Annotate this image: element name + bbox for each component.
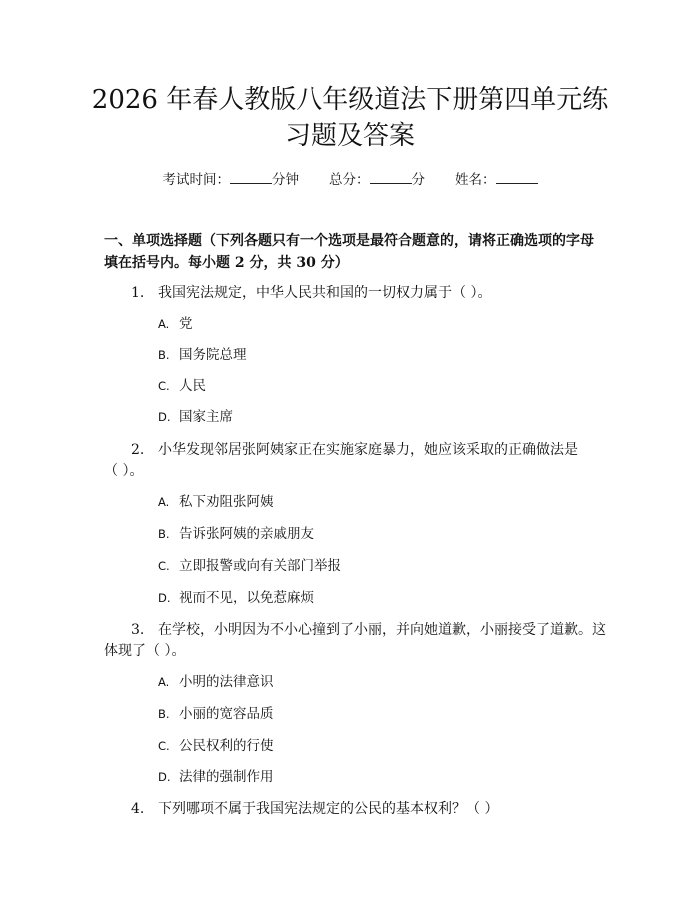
- option-text: 法律的强制作用: [179, 769, 274, 785]
- total-score-label: 总分：: [329, 172, 370, 188]
- question-1-stem: [131, 283, 491, 303]
- student-name-blank[interactable]: [496, 170, 538, 184]
- option-letter: D.: [158, 770, 171, 784]
- question-1-option-a[interactable]: [158, 314, 193, 334]
- question-2-option-c[interactable]: [158, 556, 341, 576]
- question-3-stem: [131, 620, 606, 640]
- question-text: 我国宪法规定，中华人民共和国的一切权力属于（ ）。: [158, 285, 492, 301]
- option-letter: C.: [158, 559, 170, 573]
- option-letter: A.: [158, 317, 170, 331]
- option-text: 人民: [179, 378, 206, 394]
- question-3-stem-continued: 体现了（ ）。: [104, 643, 186, 659]
- option-letter: A.: [158, 495, 170, 509]
- question-4-stem: [131, 799, 498, 819]
- section-heading-line-2: 填在括号内。每小题 2 分，共 30 分）: [104, 255, 349, 271]
- option-letter: A.: [158, 675, 170, 689]
- option-letter: B.: [158, 348, 170, 362]
- question-text: 小华发现邻居张阿姨家正在实施家庭暴力，她应该采取的正确做法是: [158, 442, 578, 458]
- option-letter: B.: [158, 527, 170, 541]
- question-1-option-b[interactable]: [158, 345, 247, 365]
- question-3-option-a[interactable]: [158, 672, 274, 692]
- question-2-option-d[interactable]: [158, 588, 314, 608]
- question-text: 在学校，小明因为不小心撞到了小丽，并向她道歉，小丽接受了道歉。这: [158, 622, 606, 638]
- section-heading-line-1: 一、单项选择题（下列各题只有一个选项是最符合题意的，请将正确选项的字母: [104, 233, 594, 249]
- question-2-option-b[interactable]: [158, 524, 314, 544]
- option-text: 小丽的宽容品质: [179, 706, 274, 722]
- exam-time-blank[interactable]: [230, 170, 272, 184]
- option-text: 小明的法律意识: [179, 674, 274, 690]
- question-number: 2.: [131, 442, 145, 458]
- option-letter: D.: [158, 591, 171, 605]
- question-3-option-c[interactable]: [158, 736, 274, 756]
- option-text: 国家主席: [179, 409, 233, 425]
- question-number: 4.: [131, 801, 145, 817]
- option-text: 立即报警或向有关部门举报: [179, 558, 341, 574]
- exam-info: [0, 170, 700, 189]
- option-text: 党: [179, 316, 193, 332]
- option-text: 告诉张阿姨的亲戚朋友: [179, 526, 314, 542]
- student-name-label: 姓名：: [455, 172, 496, 188]
- question-number: 3.: [131, 622, 145, 638]
- option-text: 视而不见，以免惹麻烦: [179, 590, 314, 606]
- page-title-line-1: 2026 年春人教版八年级道法下册第四单元练: [91, 85, 609, 115]
- option-letter: C.: [158, 739, 170, 753]
- question-text: 下列哪项不属于我国宪法规定的公民的基本权利？（ ）: [158, 801, 499, 817]
- question-1-option-d[interactable]: [158, 407, 233, 427]
- option-text: 私下劝阻张阿姨: [179, 494, 274, 510]
- question-1-option-c[interactable]: [158, 376, 206, 396]
- question-2-stem-continued: （ ）。: [104, 463, 144, 479]
- total-score-blank[interactable]: [370, 170, 412, 184]
- exam-time-label: 考试时间：: [162, 172, 230, 188]
- question-3-option-b[interactable]: [158, 704, 274, 724]
- total-score-unit: 分: [411, 172, 425, 188]
- option-letter: D.: [158, 410, 171, 424]
- option-text: 公民权利的行使: [179, 738, 274, 754]
- page-title-line-2: 习题及答案: [284, 121, 415, 151]
- question-number: 1.: [131, 285, 145, 301]
- option-text: 国务院总理: [179, 347, 247, 363]
- question-2-stem: [131, 440, 578, 460]
- option-letter: C.: [158, 379, 170, 393]
- option-letter: B.: [158, 707, 170, 721]
- exam-time-unit: 分钟: [271, 172, 299, 188]
- question-3-option-d[interactable]: [158, 767, 274, 787]
- question-2-option-a[interactable]: [158, 492, 274, 512]
